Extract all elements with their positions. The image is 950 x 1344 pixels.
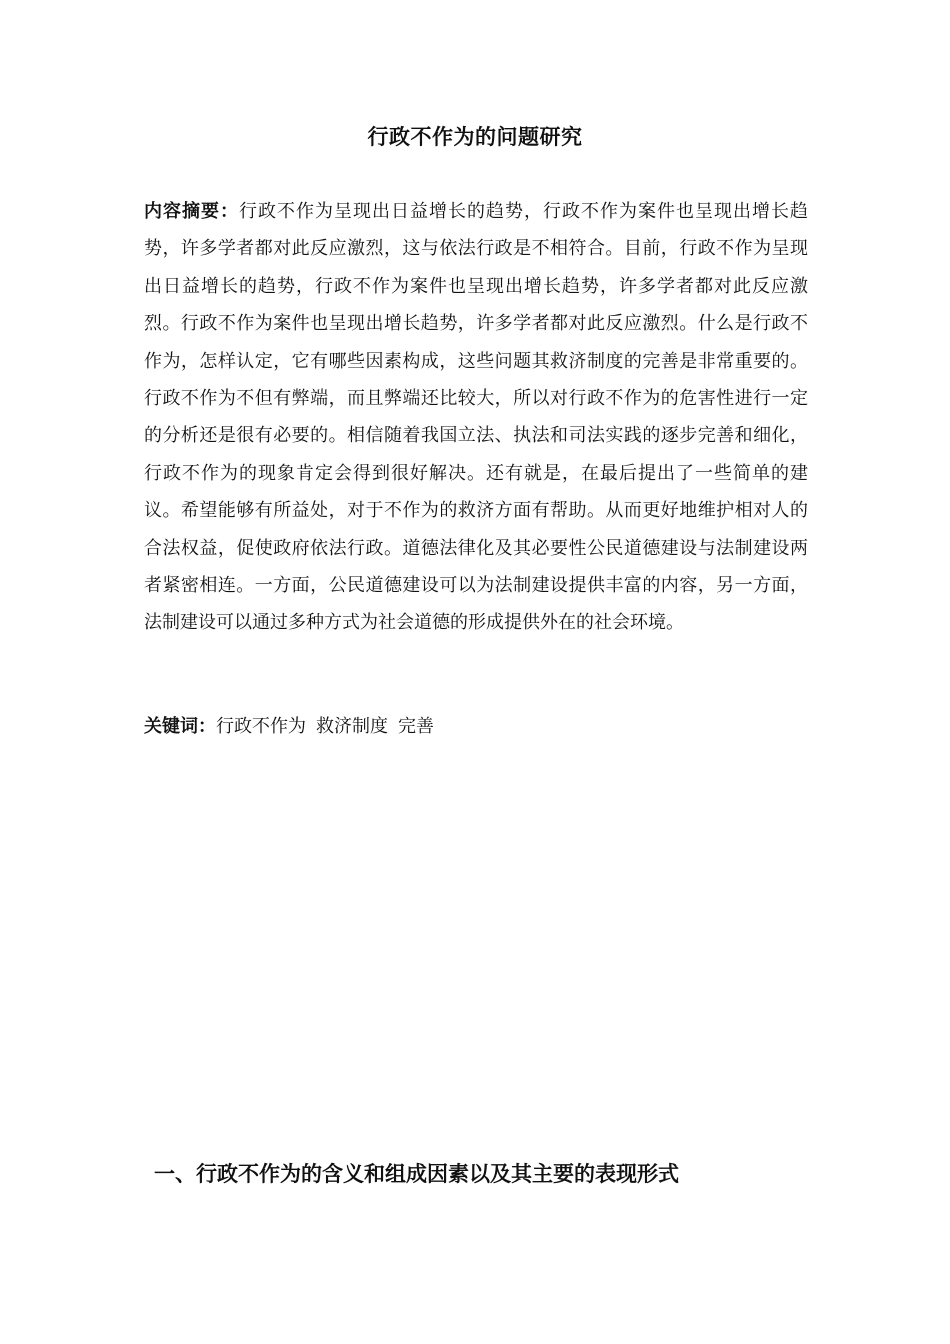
abstract-paragraph [144,193,808,642]
abstract-text: 行政不作为呈现出日益增长的趋势，行政不作为案件也呈现出增长趋势，许多学者都对此反应激烈，这与依法行政是不相符合。目前，行政不作为呈现出日益增长的趋势，行政不作为案件也呈现出增长趋势，许多学者都对此反应激烈。行政不作为案件也呈现出增长趋势，许多学者都对此反应激烈。什么是行政不作为，怎样认定，它有哪些因素构成，这些问题其救济制度的完善是非常重要的。行政不作为不但有弊端，而且弊端还比较大，所以对行政不作为的危害性进行一定的分析还是很有必要的。相信随着我国立法、执法和司法实践的逐步完善和细化，行政不作为的现象肯定会得到很好解决。还有就是，在最后提出了一些简单的建议。希望能够有所益处，对于不作为的救济方面有帮助。从而更好地维护相对人的合法权益，促使政府依法行政。道德法律化及其必要性公民道德建设与法制建设两者紧密相连。一方面，公民道德建设可以为法制建设提供丰富的内容，另一方面，法制建设可以通过多种方式为社会道德的形成提供外在的社会环境。 [144,201,808,634]
keyword-item: 行政不作为 [216,716,306,737]
abstract-label: 内容摘要： [144,201,239,222]
keyword-item: 完善 [398,716,434,737]
keyword-item: 救济制度 [316,716,388,737]
section-heading: 一、行政不作为的含义和组成因素以及其主要的表现形式 [154,1161,679,1186]
keywords-label: 关键词： [144,716,216,737]
document-title: 行政不作为的问题研究 [367,124,583,149]
keywords-line [144,708,808,745]
